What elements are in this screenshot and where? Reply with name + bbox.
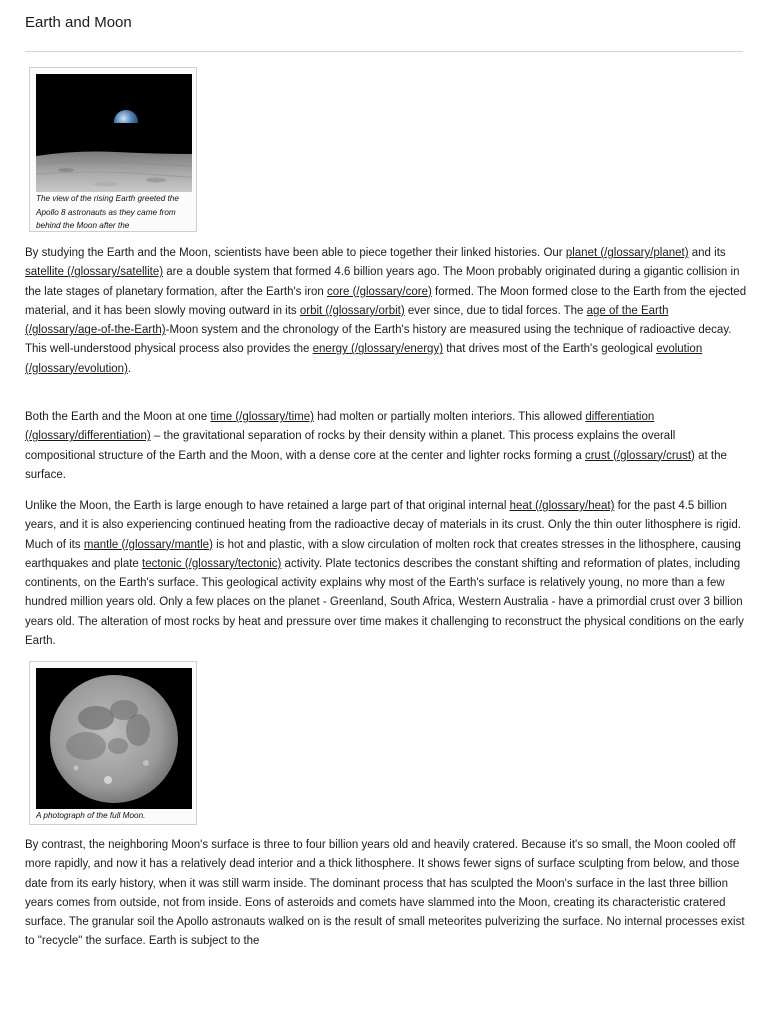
p2-text: Both the Earth and the Moon at one [25,411,211,423]
link-tectonic[interactable]: tectonic (/glossary/tectonic) [142,557,282,570]
link-planet[interactable]: planet (/glossary/planet) [565,247,689,259]
paragraph-2 [25,408,747,485]
full-moon-image [36,668,192,809]
link-energy[interactable]: energy (/glossary/energy) [312,343,444,356]
p4-text: By contrast, the neighboring Moon's surface is three to four billion years old and heavily cratered. Because it's so small, the Moon cooled off more rapidly, and now it has a relatively dead interior and a thick lithosphere. It shows fewer signs of surface sculpting from below, and those date from its early history, when it was still warm inside. The dominant process that has sculpted the Moon's surface in the last three billion years comes from outside, not from inside. Eons of asteroids and comets have slammed into the Moon, creating its characteristic cratered surface. The granular soil the Apollo astronauts walked on is the result of small meteorites pulverizing the surface. No internal processes exist to "recycle" the surface. Earth is subject to the [25,839,745,948]
earthrise-caption: The view of the rising Earth greeted the Apollo 8 astronauts as they came from behind the Moon after the [36,194,179,230]
link-mantle[interactable]: mantle (/glossary/mantle) [83,538,213,551]
earthrise-photo [36,74,192,192]
link-evolution[interactable]: evolution (/glossary/evolution) [25,343,703,375]
full-moon-figure [29,661,197,825]
p3-text: is hot and plastic, with a slow circulation of molten rock that creates stresses in the lithosphere, causing earthquakes and plate [25,538,741,570]
p2-text: at the surface. [25,449,727,481]
p1-text: and its [688,247,726,259]
link-crust[interactable]: crust (/glossary/crust) [584,449,695,462]
p1-text: . [127,362,132,375]
p1-text: that drives most of the Earth's geological [443,343,657,356]
paragraph-3 [25,497,747,651]
p2-text: had molten or partially molten interiors. This allowed [313,411,586,423]
link-time[interactable]: time (/glossary/time) [210,411,314,423]
p3-text: activity. Plate tectonics describes the constant shifting and reformation of plates, including continents, on the Earth's surface. This geological activity explains why most of the Earth's surface is relatively young, no more than a few hundred million years old. Only a few places on the planet - Greenland, South Africa, Western Australia - have a primordial crust over 3 billion years old. The alteration of most rocks by heat and pressure over time makes it challenging to reconstruct the physical conditions on the early Earth. [25,557,744,648]
link-heat[interactable]: heat (/glossary/heat) [509,500,615,512]
p1-text: -Moon system and the chronology of the Earth's history are measured using the technique of radioactive decay. This well-understood physical process also provides the [25,324,732,356]
paragraph-4 [25,836,747,952]
p1-text: formed. The Moon formed close to the Earth from the ejected material, and it has been slowly moving outward in its [25,285,747,317]
link-satellite[interactable]: satellite (/glossary/satellite) [25,266,164,279]
p1-text: By studying the Earth and the Moon, scientists have been able to piece together their linked histories. Our [25,247,566,259]
p3-text: for the past 4.5 billion years, and it is also experiencing continued heating from the radioactive decay of materials in its crust. Only the thin outer lithosphere is rigid. Much of its [25,500,741,551]
earthrise-image [36,74,192,192]
page-title: Earth and Moon [25,14,132,31]
full-moon-caption: A photograph of the full Moon. [36,811,146,820]
earthrise-figure [29,67,197,232]
link-age-of-the-earth[interactable]: age of the Earth (/glossary/age-of-the-Earth) [25,304,669,337]
p2-text: – the gravitational separation of rocks by their density within a planet. This process explains the overall compositional structure of the Earth and the Moon, with a dense core at the center and lighter rocks forming a [25,430,676,462]
p1-text: ever since, due to tidal forces. The [404,304,587,317]
link-differentiation[interactable]: differentiation (/glossary/differentiation) [25,411,655,443]
link-orbit[interactable]: orbit (/glossary/orbit) [299,304,405,317]
full-moon-photo [36,668,192,809]
link-core[interactable]: core (/glossary/core) [327,285,432,298]
paragraph-1 [25,244,747,379]
title-divider [25,51,743,52]
p1-text: are a double system that formed 4.6 billion years ago. The Moon probably originated during a gigantic collision in the late stages of planetary formation, after the Earth's iron [25,266,740,298]
p3-text: Unlike the Moon, the Earth is large enough to have retained a large part of that original internal [25,500,510,512]
